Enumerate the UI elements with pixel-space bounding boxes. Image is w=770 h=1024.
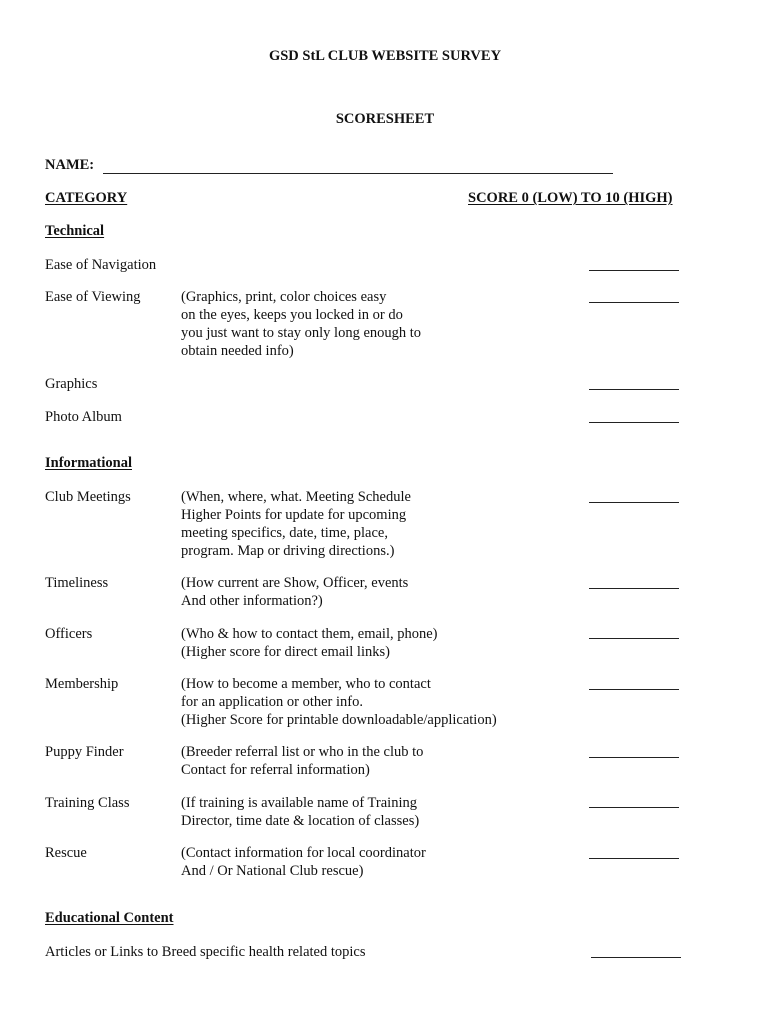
section-heading-educational: Educational Content <box>45 910 174 926</box>
item-label-health-articles: Articles or Links to Breed specific health related topics <box>45 944 366 960</box>
item-desc-rescue: (Contact information for local coordinator And / Or National Club rescue) <box>181 845 426 879</box>
item-desc-officers: (Who & how to contact them, email, phone) (Higher score for direct email links) <box>181 626 438 660</box>
section-heading-informational: Informational <box>45 455 132 471</box>
item-desc-training-class: (If training is available name of Training Director, time date & location of classes) <box>181 795 420 829</box>
score-blank-timeliness[interactable] <box>589 588 679 589</box>
document-title: GSD StL CLUB WEBSITE SURVEY <box>268 48 502 64</box>
item-desc-ease-of-viewing: (Graphics, print, color choices easy on the eyes, keeps you locked in or do you just want to stay only long enough to obtain needed info) <box>181 289 422 359</box>
item-label-ease-of-navigation: Ease of Navigation <box>45 257 157 273</box>
score-blank-rescue[interactable] <box>589 858 679 859</box>
name-label: NAME: <box>45 157 95 173</box>
item-desc-club-meetings: (When, where, what. Meeting Schedule Higher Points for update for upcoming meeting specifics, date, time, place, program. Map or driving directions.) <box>181 489 411 559</box>
name-field[interactable] <box>103 173 613 174</box>
item-label-membership: Membership <box>45 676 119 692</box>
item-label-officers: Officers <box>45 626 93 642</box>
item-desc-timeliness: (How current are Show, Officer, events And other information?) <box>181 575 409 609</box>
score-blank-club-meetings[interactable] <box>589 502 679 503</box>
score-blank-ease-of-viewing[interactable] <box>589 302 679 303</box>
item-desc-membership: (How to become a member, who to contact for an application or other info. (Higher Score for printable downloadable/application) <box>181 676 497 728</box>
score-blank-ease-of-navigation[interactable] <box>589 270 679 271</box>
item-desc-puppy-finder: (Breeder referral list or who in the club to Contact for referral information) <box>181 744 424 778</box>
item-label-puppy-finder: Puppy Finder <box>45 744 124 760</box>
category-column-header: CATEGORY <box>45 190 128 206</box>
section-heading-technical: Technical <box>45 223 105 239</box>
score-blank-membership[interactable] <box>589 689 679 690</box>
document-subtitle: SCORESHEET <box>335 111 435 127</box>
score-blank-photo-album[interactable] <box>589 422 679 423</box>
score-blank-graphics[interactable] <box>589 389 679 390</box>
item-label-club-meetings: Club Meetings <box>45 489 131 505</box>
score-blank-health-articles[interactable] <box>591 957 681 958</box>
item-label-timeliness: Timeliness <box>45 575 109 591</box>
item-label-graphics: Graphics <box>45 376 98 392</box>
item-label-training-class: Training Class <box>45 795 130 811</box>
item-label-rescue: Rescue <box>45 845 87 861</box>
item-label-ease-of-viewing: Ease of Viewing <box>45 289 141 305</box>
score-column-header: SCORE 0 (LOW) TO 10 (HIGH) <box>468 190 673 206</box>
score-blank-training-class[interactable] <box>589 807 679 808</box>
score-blank-puppy-finder[interactable] <box>589 757 679 758</box>
item-label-photo-album: Photo Album <box>45 409 122 425</box>
score-blank-officers[interactable] <box>589 638 679 639</box>
